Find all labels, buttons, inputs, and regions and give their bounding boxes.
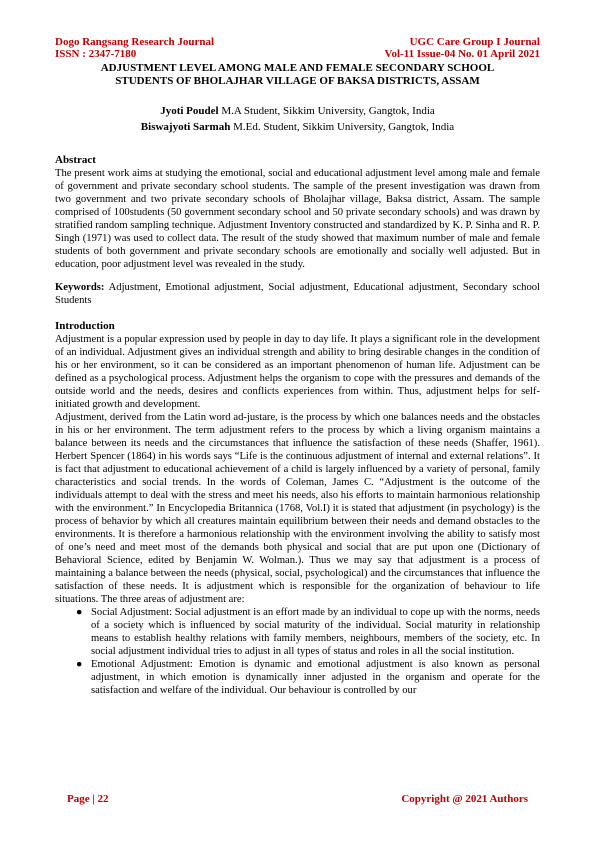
ugc-group: UGC Care Group I Journal (409, 36, 540, 48)
keywords (55, 281, 540, 307)
keywords-label: Keywords: (55, 282, 105, 293)
intro-paragraph-2: Adjustment, derived from the Latin word ad-justare, is the process by which one balances needs and the obstacles in his or her environment. The term adjustment refers to the process by which a living organism maintains a balance between its needs and the circumstances that influence the satisfaction of these needs (Shaffer, 1961). Herbert Spencer (1864) in his words says “Life is the continuous adjustment of internal and external relations”. It is fact that adjustment to educational achievement of a child is largely influenced by a variety of personal, family characteristics and social trends. In the words of Coleman, James C. “Adjustment is the outcome of the individuals attempt to deal with the stress and meet his needs, also his efforts to maintain harmonious relationship with the environment.” In Encyclopedia Britannica (1768, Vol.I) it is stated that adjustment (in psychology) is the process of behavior by which all creatures maintain equilibrium between their needs and demand obstacles to the environments. It is therefore a harmonious relationship with the environment involving the ability to satisfy most of one’s need and meet most of the demands both physical and social that are put upon one (Dictionary of Behavioral Science, edited by Benjamin W. Wolman.). Thus we may say that adjustment is a process of maintaining a balance between the needs (physical, social, psychological) and the circumstances that influence the satisfaction of these needs. It is adjustment which is responsible for the organization of behaviour to life situations. The three areas of adjustment are: (55, 412, 540, 605)
list-item (76, 658, 540, 697)
copyright: Copyright @ 2021 Authors (401, 793, 528, 805)
author-2-name: Biswajyoti Sarmah (140, 121, 231, 133)
paper-title (55, 62, 540, 88)
issn: ISSN : 2347-7180 (55, 48, 137, 60)
abstract-text: The present work aims at studying the emotional, social and educational adjustment level among male and female of government and private secondary school students. The sample of the present investigation was drawn from two government and two private secondary schools of Bholajhar village, Baksa district, Assam. The sample comprised of 100students (50 government secondary school and 50 private secondary schools) and was drawn by stratified random sampling technique. Adjustment Inventory constructed and standardized by K. P. Sinha and R. P. Singh (1971) was used to collect data. The result of the study showed that maximum number of male and female students of both government and private secondary schools are emotionally and socially well adjusted. But in education, poor adjustment level was revealed in the study. (55, 168, 540, 270)
abstract-heading: Abstract (55, 154, 96, 166)
author-1-name: Jyoti Poudel (160, 105, 219, 117)
author-1-affiliation: M.A Student, Sikkim University, Gangtok, India (221, 105, 435, 117)
list-item (76, 606, 540, 658)
adjustment-areas-list (55, 606, 540, 697)
bullet-icon: ● (76, 659, 83, 670)
journal-name: Dogo Rangsang Research Journal (55, 36, 215, 48)
page-number: Page | 22 (67, 793, 109, 805)
volume-issue: Vol-11 Issue-04 No. 01 April 2021 (384, 48, 540, 60)
intro-paragraph-1: Adjustment is a popular expression used by people in day to day life. It plays a significant role in the development of an individual. Adjustment gives an individual strength and ability to bring desirable changes in the condition of his or her environment, so it can be considered as an important phenomenon of human life. Adjustment can be defined as a psychological process. Adjustment helps the organism to cope with the pressures and demands of the outside world and the needs, desires and conflicts experiences from within. Thus, adjustment helps for self-initiated growth and development. (55, 334, 540, 410)
author-2 (55, 119, 540, 135)
author-2-affiliation: M.Ed. Student, Sikkim University, Gangtok, India (233, 121, 455, 133)
title-line-2: STUDENTS OF BHOLAJHAR VILLAGE OF BAKSA DISTRICTS, ASSAM (115, 75, 480, 87)
title-line-1: ADJUSTMENT LEVEL AMONG MALE AND FEMALE SECONDARY SCHOOL (100, 62, 495, 74)
page-footer (67, 793, 528, 805)
journal-header (55, 36, 540, 60)
list-item-text: Emotional Adjustment: Emotion is dynamic and emotional adjustment is also known as personal adjustment, in which emotion is dynamically inner adjusted in the organism and operate for the satisfaction and welfare of the individual. Our behaviour is controlled by our (91, 659, 540, 696)
introduction-heading: Introduction (55, 320, 115, 332)
keywords-text: Adjustment, Emotional adjustment, Social adjustment, Educational adjustment, Secondary school Students (55, 282, 540, 306)
bullet-icon: ● (76, 607, 83, 618)
author-block (55, 103, 540, 135)
author-1 (55, 103, 540, 119)
list-item-text: Social Adjustment: Social adjustment is an effort made by an individual to cope up with the norms, needs of a society which is influenced by social maturity of the individual. Social maturity in relationship means to establish healthy relations with family members, neighbours, members of the society, etc. In social adjustment individual tries to adjust in all types of status and roles in all the social institution. (91, 607, 540, 657)
